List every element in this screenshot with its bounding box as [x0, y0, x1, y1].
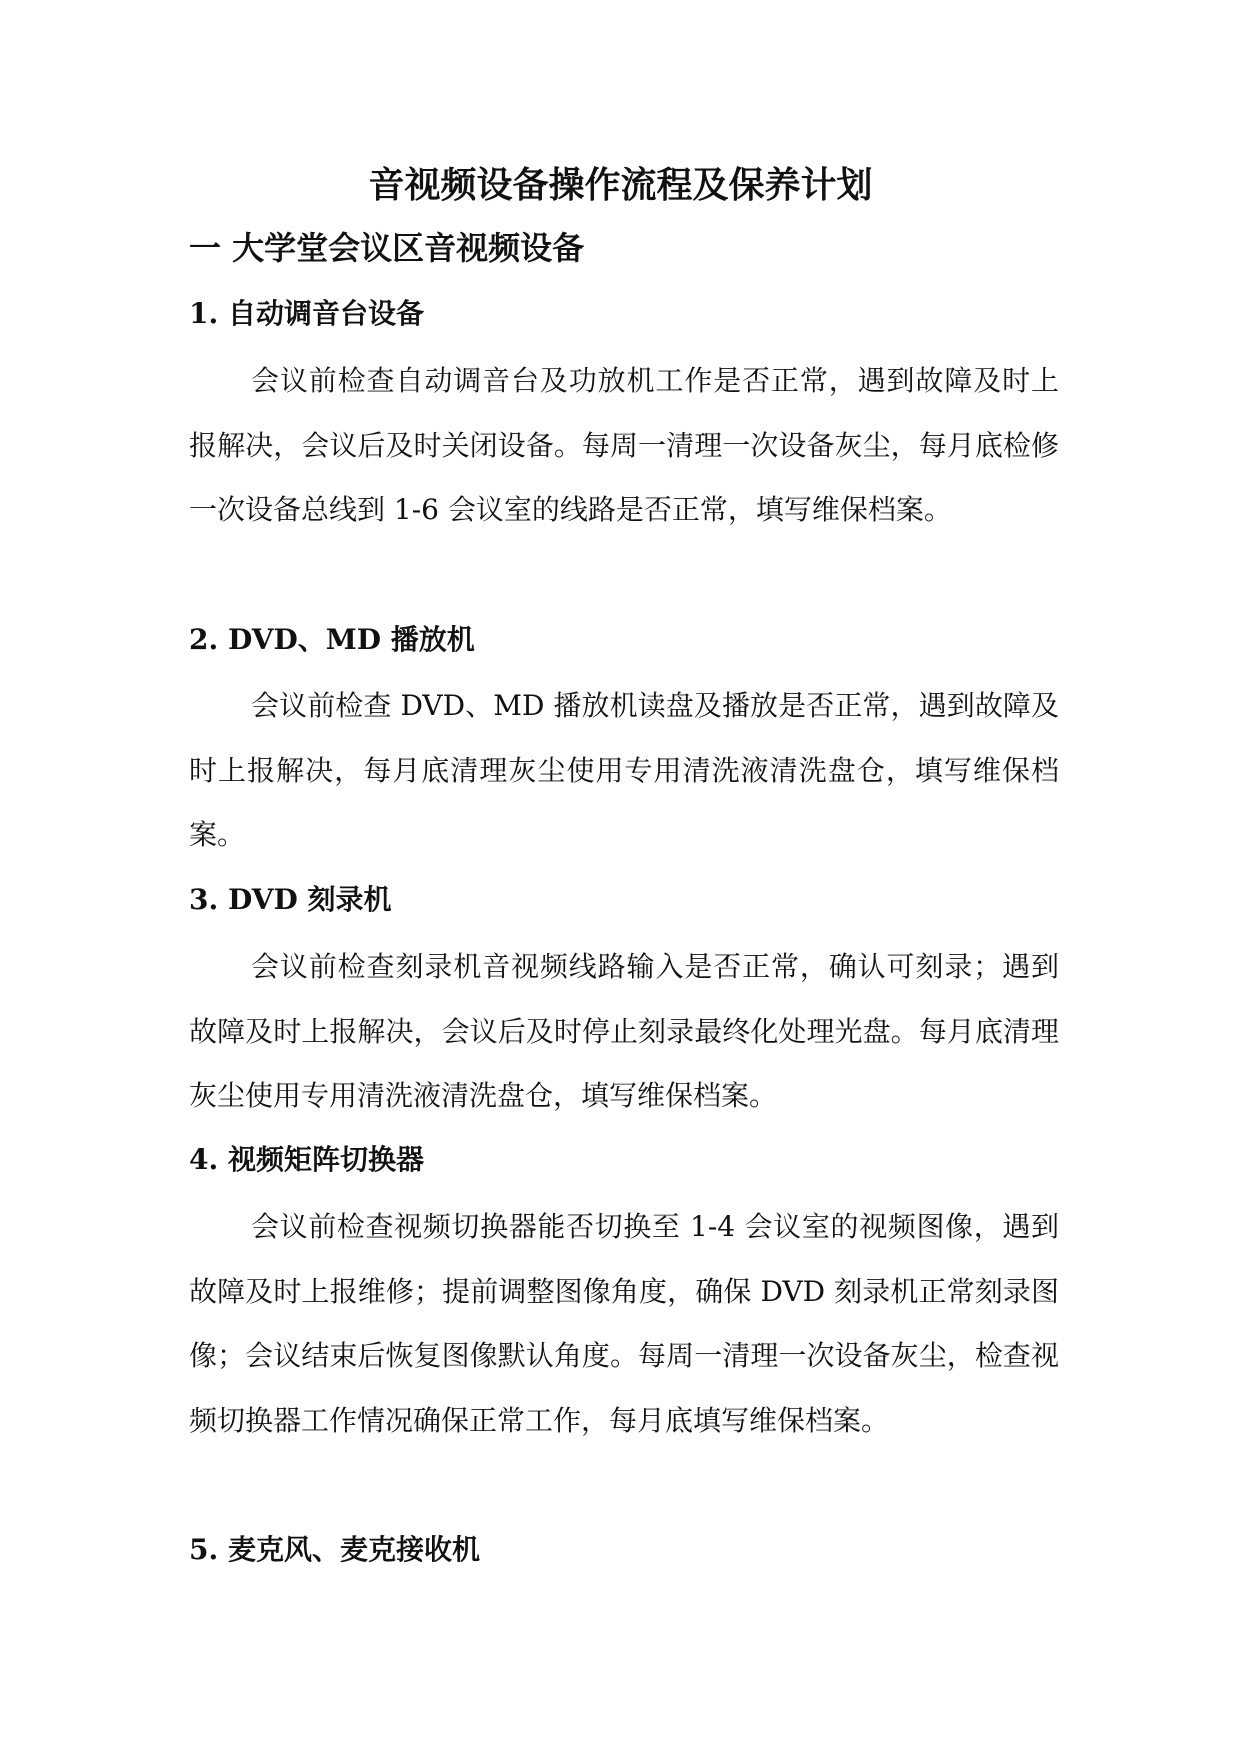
- item-paragraph-3: 会议前检查刻录机音视频线路输入是否正常，确认可刻录；遇到故障及时上报解决，会议后及时停止刻录最终化处理光盘。每月底清理灰尘使用专用清洗液清洗盘仓，填写维保档案。: [189, 950, 1059, 1112]
- item-paragraph-1: 会议前检查自动调音台及功放机工作是否正常，遇到故障及时上报解决，会议后及时关闭设备。每周一清理一次设备灰尘，每月底检修一次设备总线到 1-6 会议室的线路是否正常，填写维保档案。: [189, 364, 1059, 526]
- item-heading-1: 1. 自动调音台设备: [189, 297, 424, 330]
- document-title: 音视频设备操作流程及保养计划: [368, 164, 873, 206]
- section-heading: 一 大学堂会议区音视频设备: [189, 229, 585, 267]
- item-heading-4: 4. 视频矩阵切换器: [189, 1143, 424, 1176]
- item-heading-3: 3. DVD 刻录机: [189, 883, 392, 916]
- item-paragraph-4: 会议前检查视频切换器能否切换至 1-4 会议室的视频图像，遇到故障及时上报维修；提前调整图像角度，确保 DVD 刻录机正常刻录图像；会议结束后恢复图像默认角度。每周一清理一次设备灰尘，检查视频切换器工作情况确保正常工作，每月底填写维保档案。: [189, 1210, 1059, 1437]
- item-heading-2: 2. DVD、MD 播放机: [189, 623, 475, 656]
- item-paragraph-2: 会议前检查 DVD、MD 播放机读盘及播放是否正常，遇到故障及时上报解决，每月底清理灰尘使用专用清洗液清洗盘仓，填写维保档案。: [189, 689, 1059, 851]
- item-heading-5: 5. 麦克风、麦克接收机: [189, 1533, 480, 1566]
